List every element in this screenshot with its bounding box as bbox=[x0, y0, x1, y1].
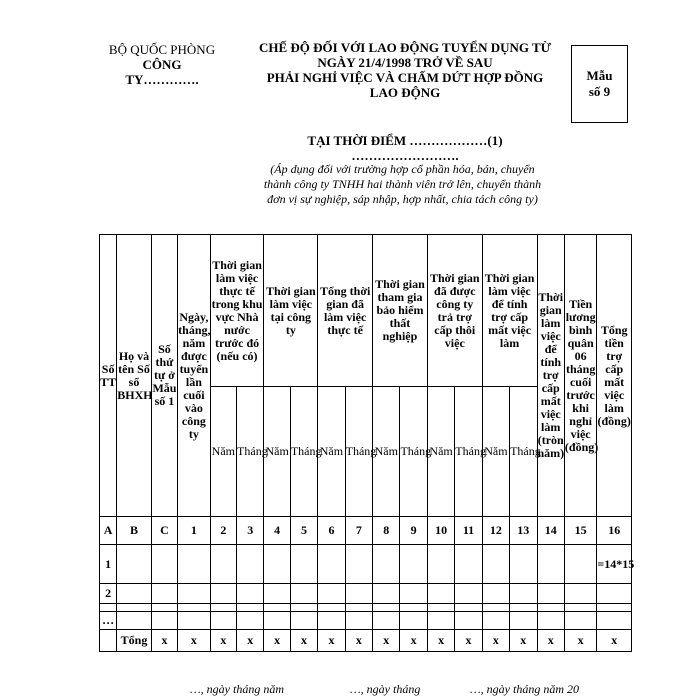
header-avg-salary: Tiền lương bình quân 06 tháng cuối trước khi nghỉ việc (đồng) bbox=[564, 235, 596, 517]
index-cell: 7 bbox=[345, 517, 372, 545]
data-cell[interactable] bbox=[564, 545, 596, 584]
sub-year: Năm bbox=[264, 387, 290, 517]
sub-month: Tháng bbox=[455, 387, 482, 517]
x-mark: x bbox=[345, 630, 372, 652]
data-cell[interactable] bbox=[237, 584, 264, 604]
data-cell[interactable] bbox=[264, 612, 290, 630]
data-cell[interactable] bbox=[151, 584, 177, 604]
index-cell: 4 bbox=[264, 517, 290, 545]
index-cell: 3 bbox=[237, 517, 264, 545]
data-cell[interactable] bbox=[373, 545, 400, 584]
sub-year: Năm bbox=[427, 387, 454, 517]
form-label: Mẫu bbox=[586, 68, 613, 83]
data-cell[interactable] bbox=[427, 584, 454, 604]
sub-month: Tháng bbox=[290, 387, 317, 517]
x-mark: x bbox=[290, 630, 317, 652]
index-row bbox=[100, 517, 632, 545]
data-cell[interactable] bbox=[178, 612, 210, 630]
data-cell[interactable] bbox=[482, 545, 509, 584]
sub-month: Tháng bbox=[400, 387, 427, 517]
data-cell[interactable] bbox=[482, 612, 509, 630]
data-cell[interactable] bbox=[400, 612, 427, 630]
table-row-spacer bbox=[100, 604, 632, 612]
title-line-2: NGÀY 21/4/1998 TRỞ VỀ SAU bbox=[317, 55, 493, 70]
data-cell[interactable] bbox=[318, 612, 345, 630]
header-rounded-time: Thời gian làm việc để tính trợ cấp mất việc làm (tròn năm) bbox=[537, 235, 564, 517]
data-cell[interactable] bbox=[210, 584, 236, 604]
apply-line-2: thành công ty TNHH hai thành viên trở lên, chuyển thành bbox=[263, 177, 542, 191]
header-company-time: Thời gian làm việc tại công ty bbox=[264, 235, 318, 387]
sub-year: Năm bbox=[210, 387, 236, 517]
x-mark: x bbox=[210, 630, 236, 652]
header-order: Số thứ tự ở Mẫu số 1 bbox=[151, 235, 177, 517]
data-cell[interactable] bbox=[597, 584, 632, 604]
table-row bbox=[100, 612, 632, 630]
title-line-4: LAO ĐỘNG bbox=[369, 85, 441, 100]
x-mark: x bbox=[537, 630, 564, 652]
data-cell[interactable] bbox=[373, 612, 400, 630]
footer-date-1: …, ngày tháng năm bbox=[190, 682, 284, 696]
applicability-note bbox=[225, 162, 580, 207]
data-cell[interactable] bbox=[151, 545, 177, 584]
apply-line-1: (Áp dụng đối với trường hợp cổ phần hóa, bán, chuyển bbox=[270, 162, 535, 176]
index-cell: 15 bbox=[564, 517, 596, 545]
data-cell[interactable] bbox=[537, 612, 564, 630]
index-cell: B bbox=[117, 517, 152, 545]
title-line-1: CHẾ ĐỘ ĐỐI VỚI LAO ĐỘNG TUYỂN DỤNG TỪ bbox=[258, 40, 552, 55]
header-job-loss-time: Thời gian làm việc để tính trợ cấp mất việc làm bbox=[482, 235, 537, 387]
x-mark: x bbox=[564, 630, 596, 652]
data-cell[interactable] bbox=[427, 545, 454, 584]
org-company: CÔNG bbox=[142, 57, 182, 72]
sub-month: Tháng bbox=[237, 387, 264, 517]
index-cell: 8 bbox=[373, 517, 400, 545]
data-cell[interactable] bbox=[564, 584, 596, 604]
organization-block bbox=[88, 42, 236, 87]
x-mark: x bbox=[151, 630, 177, 652]
x-mark: x bbox=[373, 630, 400, 652]
data-cell[interactable] bbox=[537, 545, 564, 584]
header-hire-date: Ngày, tháng, năm được tuyển lần cuối vào công ty bbox=[178, 235, 210, 517]
header-stt: Số TT bbox=[100, 235, 117, 517]
index-cell: 5 bbox=[290, 517, 317, 545]
data-cell[interactable] bbox=[455, 545, 482, 584]
index-cell: 12 bbox=[482, 517, 509, 545]
time-line-1: TẠI THỜI ĐIỂM ………………(1) bbox=[307, 133, 503, 148]
data-cell[interactable] bbox=[510, 612, 537, 630]
sub-year: Năm bbox=[373, 387, 400, 517]
x-mark: x bbox=[400, 630, 427, 652]
sub-year: Năm bbox=[482, 387, 509, 517]
data-cell[interactable] bbox=[117, 545, 152, 584]
data-cell[interactable] bbox=[345, 612, 372, 630]
total-row bbox=[100, 630, 632, 652]
title-line-3: PHẢI NGHỈ VIỆC VÀ CHẤM DỨT HỢP ĐỒNG bbox=[266, 70, 544, 85]
data-cell[interactable] bbox=[318, 584, 345, 604]
total-label: Tổng bbox=[117, 630, 152, 652]
data-cell[interactable] bbox=[400, 545, 427, 584]
data-cell[interactable] bbox=[290, 612, 317, 630]
time-line-2: ……………………. bbox=[351, 148, 459, 163]
data-cell[interactable] bbox=[455, 612, 482, 630]
data-cell[interactable] bbox=[400, 584, 427, 604]
sub-month: Tháng bbox=[345, 387, 372, 517]
x-mark: x bbox=[427, 630, 454, 652]
x-mark: x bbox=[318, 630, 345, 652]
data-cell[interactable] bbox=[178, 545, 210, 584]
data-cell[interactable] bbox=[345, 545, 372, 584]
footer-date-2: …, ngày tháng bbox=[350, 682, 421, 696]
header-row bbox=[100, 235, 632, 387]
data-cell[interactable] bbox=[597, 612, 632, 630]
data-cell[interactable] bbox=[537, 584, 564, 604]
data-cell[interactable] bbox=[564, 612, 596, 630]
data-cell[interactable] bbox=[373, 584, 400, 604]
data-cell[interactable] bbox=[237, 545, 264, 584]
data-cell[interactable] bbox=[264, 545, 290, 584]
sub-year: Năm bbox=[318, 387, 345, 517]
data-cell[interactable] bbox=[210, 612, 236, 630]
apply-line-3: đơn vị sự nghiệp, sáp nhập, hợp nhất, chia tách công ty) bbox=[267, 192, 538, 206]
row-label: 2 bbox=[100, 584, 117, 604]
formula-cell: =14*15 bbox=[597, 545, 632, 584]
x-mark: x bbox=[264, 630, 290, 652]
data-cell[interactable] bbox=[290, 584, 317, 604]
x-mark: x bbox=[597, 630, 632, 652]
index-cell: 2 bbox=[210, 517, 236, 545]
data-cell[interactable] bbox=[455, 584, 482, 604]
row-label: 1 bbox=[100, 545, 117, 584]
org-ministry: BỘ QUỐC PHÒNG bbox=[108, 42, 216, 57]
x-mark: x bbox=[482, 630, 509, 652]
index-cell: 6 bbox=[318, 517, 345, 545]
data-cell[interactable] bbox=[345, 584, 372, 604]
data-cell[interactable] bbox=[117, 584, 152, 604]
x-mark: x bbox=[178, 630, 210, 652]
data-cell[interactable] bbox=[178, 584, 210, 604]
data-cell[interactable] bbox=[210, 545, 236, 584]
index-cell: 1 bbox=[178, 517, 210, 545]
data-cell[interactable] bbox=[482, 584, 509, 604]
header-total-time: Tổng thời gian đã làm việc thực tế bbox=[318, 235, 373, 387]
document-title bbox=[240, 40, 570, 100]
header-state-time: Thời gian làm việc thực tế trong khu vực Nhà nước trước đó (nếu có) bbox=[210, 235, 264, 387]
sub-month: Tháng bbox=[510, 387, 537, 517]
index-cell: 11 bbox=[455, 517, 482, 545]
data-cell[interactable] bbox=[318, 545, 345, 584]
index-cell: 10 bbox=[427, 517, 454, 545]
header-total-allowance: Tổng tiền trợ cấp mất việc làm (đồng) bbox=[597, 235, 632, 517]
index-cell: 14 bbox=[537, 517, 564, 545]
row-label: … bbox=[100, 612, 117, 630]
index-cell: 16 bbox=[597, 517, 632, 545]
header-paid-time: Thời gian đã được công ty trả trợ cấp thôi việc bbox=[427, 235, 482, 387]
form-number-box bbox=[571, 45, 628, 123]
index-cell: A bbox=[100, 517, 117, 545]
data-cell[interactable] bbox=[237, 612, 264, 630]
data-cell[interactable] bbox=[151, 612, 177, 630]
data-cell[interactable] bbox=[117, 612, 152, 630]
data-cell[interactable] bbox=[264, 584, 290, 604]
index-cell: C bbox=[151, 517, 177, 545]
header-insurance-time: Thời gian tham gia bảo hiểm thất nghiệp bbox=[373, 235, 428, 387]
x-mark: x bbox=[510, 630, 537, 652]
data-cell[interactable] bbox=[427, 612, 454, 630]
total-empty bbox=[100, 630, 117, 652]
header-name: Họ và tên Số sổ BHXH bbox=[117, 235, 152, 517]
index-cell: 13 bbox=[510, 517, 537, 545]
table-row bbox=[100, 545, 632, 584]
org-company-name: TY…………. bbox=[125, 72, 199, 87]
data-cell[interactable] bbox=[510, 545, 537, 584]
allowance-table bbox=[99, 234, 635, 652]
data-cell[interactable] bbox=[290, 545, 317, 584]
x-mark: x bbox=[237, 630, 264, 652]
x-mark: x bbox=[455, 630, 482, 652]
footer-date-3: …, ngày tháng năm 20 bbox=[470, 682, 579, 696]
time-point bbox=[240, 133, 570, 163]
data-cell[interactable] bbox=[510, 584, 537, 604]
table-row bbox=[100, 584, 632, 604]
index-cell: 9 bbox=[400, 517, 427, 545]
form-number: số 9 bbox=[588, 84, 611, 99]
